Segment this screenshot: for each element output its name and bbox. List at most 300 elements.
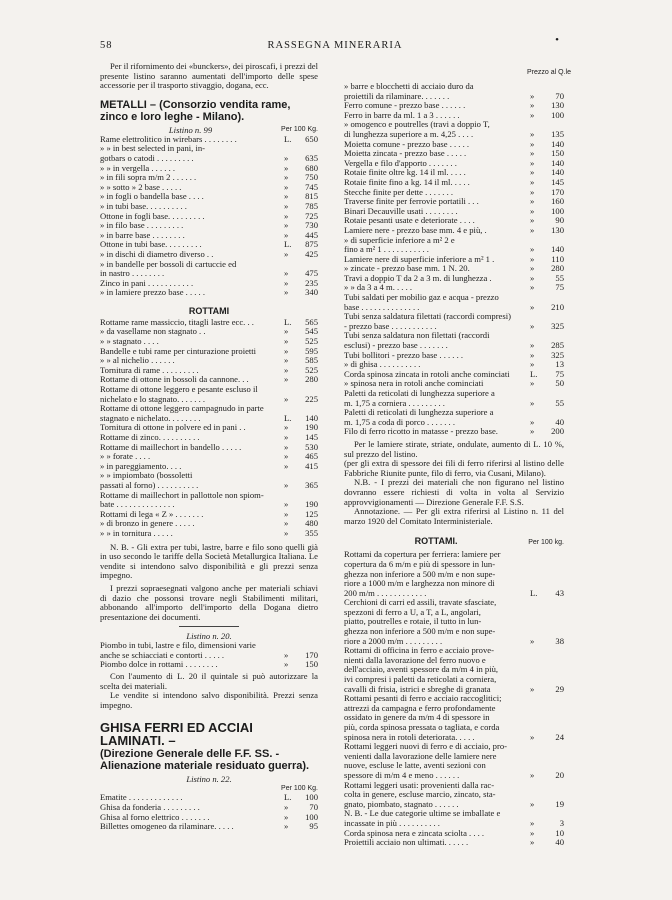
currency-mark: » xyxy=(284,394,289,404)
item-description: spinosa nera in rotoli deteriorata. . . . . xyxy=(344,732,475,742)
item-description: in nastro . . . . . . . . xyxy=(100,269,165,279)
item-price: 75 xyxy=(555,369,564,379)
item-description: ghezza non inferiore a 500 m/m e non supe- xyxy=(344,627,496,637)
currency-mark: » xyxy=(284,650,289,660)
item-description: Ghisa da fonderia . . . . . . . . . xyxy=(100,803,200,813)
currency-mark: » xyxy=(530,254,535,264)
price-row xyxy=(344,608,564,618)
price-row xyxy=(100,510,318,520)
item-description: Piombo dolce in rottami . . . . . . . . xyxy=(100,660,218,670)
item-description: Ematite . . . . . . . . . . . . . xyxy=(100,793,183,803)
running-header xyxy=(100,34,570,54)
currency-mark: L. xyxy=(284,793,292,803)
price-row xyxy=(100,375,318,385)
item-price: 100 xyxy=(551,110,564,120)
item-description: Ferro comune - prezzo base . . . . . . xyxy=(344,101,466,111)
price-row xyxy=(344,283,564,293)
item-price: 55 xyxy=(555,398,564,408)
price-row xyxy=(100,641,318,651)
currency-mark: » xyxy=(530,129,535,139)
price-row xyxy=(344,331,564,341)
currency-mark: » xyxy=(530,273,535,283)
currency-mark: » xyxy=(284,660,289,670)
currency-mark: » xyxy=(284,480,289,490)
item-description: » » in best selected in pani, in- xyxy=(100,144,206,154)
price-row xyxy=(100,231,318,241)
price-row xyxy=(344,226,564,236)
note-fili: (per gli extra di spessore dei fili di ferro riferirsi al listino delle Fabbriche Riunite punte, filo di ferro, via Cusani, Milano). xyxy=(344,458,564,478)
price-row xyxy=(344,130,564,140)
currency-mark: » xyxy=(284,153,289,163)
rottami-heading-right: ROTTAMI. xyxy=(414,536,458,547)
item-description: Rotaie finite oltre kg. 14 il ml. . . . . xyxy=(344,168,466,178)
item-price: 145 xyxy=(305,433,318,442)
item-description: di lunghezza superiore a m. 4,25 . . . . xyxy=(344,129,474,139)
currency-mark: » xyxy=(530,101,535,111)
currency-mark: » xyxy=(284,803,289,813)
price-row xyxy=(100,651,318,661)
price-row xyxy=(100,471,318,481)
item-description: base . . . . . . . . . . . . . . xyxy=(344,302,420,312)
item-description: » » impiombato (bossoletti xyxy=(100,471,193,481)
piombo-price-list xyxy=(100,641,318,670)
item-description: » zincate - prezzo base mm. 1 N. 20. xyxy=(344,264,470,274)
price-row xyxy=(100,135,318,145)
item-price: 525 xyxy=(305,365,318,375)
metalli-unit: Per 100 Kg. xyxy=(281,125,318,133)
currency-mark: » xyxy=(530,158,535,168)
metalli-listino: Listino n. 99 xyxy=(168,124,213,135)
price-row xyxy=(100,481,318,491)
item-description: riore a 1000 m/m e larghezza non minore di xyxy=(344,579,495,589)
item-price: 150 xyxy=(551,149,564,159)
item-description: » in pareggiamento. . . . xyxy=(100,461,182,471)
item-description: Stecche finite per dette . . . . . . . xyxy=(344,187,454,197)
price-row xyxy=(344,82,564,92)
item-description: Cerchioni di carri ed assili, travate sfasciate, xyxy=(344,598,497,608)
item-price: 325 xyxy=(551,350,564,360)
item-description: Paletti da reticolati di lunghezza superiore a xyxy=(344,389,495,398)
listino-20-line xyxy=(100,631,318,641)
item-price: 110 xyxy=(551,254,564,264)
item-description: Rottame di zinco. . . . . . . . . . xyxy=(100,433,200,442)
item-description: Ottone in fogli base. . . . . . . . . xyxy=(100,211,205,221)
item-price: 545 xyxy=(305,327,318,337)
price-row xyxy=(100,269,318,279)
item-description: Billettes omogeneo da rilaminare. . . . . xyxy=(100,822,234,832)
item-description: » in tubi base. . . . . . . . . . xyxy=(100,201,187,211)
currency-mark: » xyxy=(530,245,535,255)
item-description: Rottame di ottone leggero e pesante escluso il xyxy=(100,385,258,395)
currency-mark: L. xyxy=(284,317,292,327)
currency-mark: » xyxy=(284,423,289,433)
item-description: ghezza non inferiore a 500 m/m e non supe- xyxy=(344,569,496,579)
item-price: 585 xyxy=(305,356,318,366)
ghisa-title: GHISA FERRI ED ACCIAI LAMINATI. – xyxy=(100,720,253,749)
item-description: venienti dalla lavorazione delle lamiere nere xyxy=(344,751,497,761)
item-price: 525 xyxy=(305,337,318,347)
right-column xyxy=(344,82,564,848)
item-price: 280 xyxy=(305,375,318,385)
price-row xyxy=(100,221,318,231)
item-price: 100 xyxy=(305,793,318,803)
page-number: 58 xyxy=(100,40,113,51)
journal-title: RASSEGNA MINERARIA xyxy=(267,40,403,51)
price-row xyxy=(344,341,564,351)
item-price: 135 xyxy=(551,129,564,139)
currency-mark: » xyxy=(530,684,535,694)
note-annotazione: Annotazione. — Per gli extra riferirsi al Listino n. 11 del marzo 1920 del Comitato Interministeriale. xyxy=(344,506,564,526)
item-description: Corda spinosa nera e zincata sciolta . . . . xyxy=(344,828,485,838)
currency-mark: » xyxy=(530,302,535,312)
item-price: 415 xyxy=(305,461,318,471)
currency-mark: » xyxy=(284,528,289,538)
item-description: » in fogli o bandella base . . . . xyxy=(100,192,204,202)
item-description: Filo di ferro ricotto in matasse - prezzo base. xyxy=(344,427,498,437)
item-price: 70 xyxy=(555,91,564,101)
item-description: spezzoni di ferro a U, a T, a L, angolari, xyxy=(344,607,481,617)
item-price: 75 xyxy=(555,283,564,293)
item-price: 170 xyxy=(305,650,318,660)
item-description: » in dischi di diametro diverso . . xyxy=(100,249,214,259)
item-price: 40 xyxy=(555,417,564,427)
item-description: Rottame di maillechort in bandello . . . . . xyxy=(100,442,242,452)
price-row xyxy=(344,752,564,762)
item-description: Lamiere nere - prezzo base mm. 4 e più, . xyxy=(344,225,487,235)
item-description: Paletti di reticolati di lunghezza superiore a xyxy=(344,408,494,418)
price-row xyxy=(344,570,564,580)
currency-mark: » xyxy=(530,417,535,427)
price-row xyxy=(100,154,318,164)
price-row xyxy=(100,366,318,376)
item-description: anche se schiacciati e contorti . . . . . xyxy=(100,650,225,660)
price-row xyxy=(100,144,318,154)
currency-mark: » xyxy=(530,350,535,360)
price-row xyxy=(344,216,564,226)
currency-mark: » xyxy=(284,452,289,462)
price-row xyxy=(344,829,564,839)
item-price: 43 xyxy=(555,588,564,598)
price-row xyxy=(100,279,318,289)
item-description: copertura da 6 m/m e più di spessore in lun- xyxy=(344,559,496,569)
price-row xyxy=(100,404,318,414)
price-row xyxy=(344,838,564,848)
item-description: Ferro in barre da ml. 1 a 3 . . . . . . xyxy=(344,110,460,120)
price-row xyxy=(344,379,564,389)
price-row xyxy=(344,637,564,647)
item-price: 130 xyxy=(551,225,564,235)
price-row xyxy=(344,101,564,111)
currency-mark: L. xyxy=(530,588,538,598)
item-description: Tornitura di rame . . . . . . . . . xyxy=(100,365,199,375)
note-nb: N.B. - I prezzi dei materiali che non figurano nel listino dovranno essere richiesti di volta in volta al Servizio approvvigionamenti — Direzione Generale F.F. S.S. xyxy=(344,477,564,507)
metalli-listino-line xyxy=(100,125,318,135)
item-price: 140 xyxy=(305,413,318,423)
currency-mark: » xyxy=(284,365,289,375)
price-row xyxy=(344,188,564,198)
rottami-price-list-right xyxy=(344,550,564,847)
item-description: piatto, poutrelles e rotaie, il tutto in lun- xyxy=(344,617,482,627)
currency-mark: » xyxy=(530,828,535,838)
item-description: Tubi bollitori - prezzo base . . . . . . xyxy=(344,350,464,360)
item-description: » » stagnato . . . . xyxy=(100,337,159,347)
price-row xyxy=(344,399,564,409)
price-row xyxy=(344,685,564,695)
item-description: nienti dalla lavorazione del ferro nuovo e xyxy=(344,655,486,665)
currency-mark: » xyxy=(284,822,289,832)
item-price: 445 xyxy=(305,230,318,240)
item-price: 355 xyxy=(305,528,318,538)
item-description: colta in genere, escluse marcio, zincato, sta- xyxy=(344,790,496,800)
item-price: 140 xyxy=(551,168,564,178)
item-description: m. 1,75 a coda di porco . . . . . . . xyxy=(344,417,455,427)
currency-mark: » xyxy=(284,288,289,298)
item-description: » in lamiere prezzo base . . . . . xyxy=(100,288,205,298)
item-description: » » da 3 a 4 m. . . . . xyxy=(344,283,413,293)
currency-mark: » xyxy=(530,91,535,101)
item-description: Piombo in tubi, lastre e filo, dimensioni varie xyxy=(100,641,256,651)
item-price: 150 xyxy=(305,660,318,670)
currency-mark: L. xyxy=(530,369,538,379)
price-row xyxy=(344,351,564,361)
item-price: 125 xyxy=(305,509,318,519)
item-description: 200 m/m . . . . . . . . . . . . xyxy=(344,588,427,598)
ferri-price-list xyxy=(344,82,564,437)
item-price: 13 xyxy=(555,360,564,370)
item-price: 280 xyxy=(551,264,564,274)
item-price: 480 xyxy=(305,519,318,529)
price-row xyxy=(344,646,564,656)
item-description: proiettili da rilaminare. . . . . . . xyxy=(344,91,450,101)
price-row xyxy=(100,173,318,183)
item-price: 565 xyxy=(305,317,318,327)
price-row xyxy=(344,723,564,733)
currency-mark: » xyxy=(284,346,289,356)
item-description: ivi compresi i paletti da reticolati a corniera, xyxy=(344,675,497,685)
item-description: Bandelle e tubi rame per cinturazione proietti xyxy=(100,346,257,356)
price-row xyxy=(100,519,318,529)
item-price: 425 xyxy=(305,249,318,259)
item-price: 50 xyxy=(555,379,564,389)
rottami-unit-right: Per 100 kg. xyxy=(528,539,564,547)
currency-mark: » xyxy=(284,461,289,471)
item-price: 24 xyxy=(555,732,564,742)
price-row xyxy=(344,312,564,322)
listino-22-line xyxy=(100,774,318,784)
price-row xyxy=(344,207,564,217)
item-price: 40 xyxy=(555,838,564,848)
item-price: 29 xyxy=(555,684,564,694)
item-description: dell'acciaio, aventi spessore da m/m 4 in più, xyxy=(344,665,499,675)
price-row xyxy=(100,260,318,270)
price-row xyxy=(344,742,564,752)
item-description: » barre e blocchetti di acciaio duro da xyxy=(344,82,474,91)
item-description: N. B. - Le due categorie ultime se imballate e xyxy=(344,809,501,819)
price-row xyxy=(100,529,318,539)
item-description: Proiettili acciaio non ultimati. . . . . . xyxy=(344,838,469,848)
item-description: fino a m² 1 . . . . . . . . . . . xyxy=(344,245,429,255)
currency-mark: » xyxy=(284,163,289,173)
item-price: 10 xyxy=(555,828,564,838)
item-description: » di bronzo in genere . . . . . xyxy=(100,519,195,529)
price-row xyxy=(344,781,564,791)
price-row xyxy=(344,761,564,771)
item-price: 190 xyxy=(305,423,318,433)
currency-mark: » xyxy=(530,264,535,274)
item-description: » » al nichelio . . . . . . xyxy=(100,356,175,366)
note-lamiere: Per le lamiere stirate, striate, ondulate, aumento di L. 10 %, sul prezzo del listino. xyxy=(344,438,564,459)
currency-mark: » xyxy=(284,221,289,231)
item-price: 19 xyxy=(555,799,564,809)
item-description: Rottame di ottone leggero campagnudo in parte xyxy=(100,404,264,414)
item-price: 200 xyxy=(551,427,564,437)
item-description: attrezzi da campagna e ferro profondamente xyxy=(344,703,496,713)
item-price: 95 xyxy=(309,822,318,832)
item-description: Zinco in pani . . . . . . . . . . . xyxy=(100,278,194,288)
price-row xyxy=(344,550,564,560)
price-row xyxy=(344,178,564,188)
item-description: Moietta comune - prezzo base . . . . . xyxy=(344,139,470,149)
currency-mark: » xyxy=(284,433,289,442)
currency-mark: » xyxy=(530,818,535,828)
listino-20: Listino n. 20. xyxy=(186,631,232,642)
item-description: esclusi) - prezzo base . . . . . . . xyxy=(344,341,448,351)
price-row xyxy=(100,813,318,823)
item-description: Tubi senza saldatura non filettati (raccordi xyxy=(344,331,490,341)
item-price: 595 xyxy=(305,346,318,356)
item-price: 55 xyxy=(555,273,564,283)
item-description: cavalli di frisia, istrici e sbreghe di granata xyxy=(344,684,491,694)
item-price: 3 xyxy=(559,818,564,828)
item-description: » da vasellame non stagnato . . xyxy=(100,327,206,337)
price-row xyxy=(344,197,564,207)
price-row xyxy=(344,255,564,265)
item-price: 20 xyxy=(555,770,564,780)
item-description: » in filo base . . . . . . . . . xyxy=(100,221,184,231)
currency-mark: » xyxy=(530,341,535,351)
price-row xyxy=(100,423,318,433)
item-price: 90 xyxy=(555,216,564,226)
item-description: gnato, piombato, stagnato . . . . . . xyxy=(344,799,459,809)
item-description: » » forate . . . . xyxy=(100,452,151,462)
item-description: Rame elettrolitico in wirebars . . . . . . . . xyxy=(100,134,237,144)
currency-mark: » xyxy=(530,398,535,408)
price-row xyxy=(344,418,564,428)
currency-mark: » xyxy=(530,206,535,216)
item-price: 100 xyxy=(305,812,318,822)
item-price: 225 xyxy=(305,394,318,404)
item-description: Travi a doppio T da 2 a 3 m. di lunghezza . xyxy=(344,273,492,283)
price-row xyxy=(100,202,318,212)
item-description: incassate in più . . . . . . . . . . xyxy=(344,818,440,828)
item-description: Tubi saldati per mobilio gaz e acqua - prezzo xyxy=(344,293,499,303)
item-description: Rottame di maillechort in pallottole non spiom- xyxy=(100,490,264,500)
item-description: spessore di m/m 4 e meno . . . . . . xyxy=(344,770,460,780)
price-row xyxy=(344,427,564,437)
currency-mark: » xyxy=(284,278,289,288)
currency-mark: » xyxy=(284,500,289,510)
currency-mark: » xyxy=(530,636,535,646)
item-price: 38 xyxy=(555,636,564,646)
item-price: 70 xyxy=(309,803,318,813)
price-row xyxy=(100,793,318,803)
rottami-heading-left: ROTTAMI xyxy=(188,305,230,316)
item-description: riore a 2000 m/m . . . . . . . . . xyxy=(344,636,443,646)
price-row xyxy=(344,579,564,589)
price-row xyxy=(100,337,318,347)
item-price: 745 xyxy=(305,182,318,192)
item-price: 140 xyxy=(551,139,564,149)
item-price: 140 xyxy=(551,158,564,168)
price-row xyxy=(344,408,564,418)
item-price: 145 xyxy=(551,177,564,187)
item-description: Tornitura di ottone in polvere ed in pani . . xyxy=(100,423,246,433)
item-description: » in fili sopra m/m 2 . . . . . . xyxy=(100,173,197,183)
price-row xyxy=(344,168,564,178)
price-row xyxy=(344,293,564,303)
item-price: 465 xyxy=(305,452,318,462)
item-price: 750 xyxy=(305,173,318,183)
price-row xyxy=(344,598,564,608)
item-price: 210 xyxy=(551,302,564,312)
price-row xyxy=(344,656,564,666)
currency-mark: » xyxy=(530,149,535,159)
currency-mark: » xyxy=(530,110,535,120)
price-row xyxy=(100,433,318,443)
item-price: 190 xyxy=(305,500,318,510)
currency-mark: » xyxy=(284,249,289,259)
currency-mark: » xyxy=(284,230,289,240)
item-price: 530 xyxy=(305,442,318,452)
price-row xyxy=(344,675,564,685)
currency-mark: » xyxy=(284,812,289,822)
price-row xyxy=(344,627,564,637)
item-price: 100 xyxy=(551,206,564,216)
price-row xyxy=(344,389,564,399)
price-row xyxy=(344,800,564,810)
item-description: » in barre base . . . . . . . . xyxy=(100,230,185,240)
price-row xyxy=(344,370,564,380)
price-row xyxy=(100,660,318,670)
item-price: 475 xyxy=(305,269,318,279)
price-row xyxy=(344,589,564,599)
currency-mark: » xyxy=(284,337,289,347)
item-description: - prezzo base . . . . . . . . . . . xyxy=(344,321,437,331)
piombo-note-2: Le vendite si intendono salvo disponibilità. Prezzi senza impegno. xyxy=(100,690,318,710)
item-price: 650 xyxy=(305,134,318,144)
item-description: Rottami leggeri nuovi di ferro e di acciaio, pro- xyxy=(344,742,507,752)
item-price: 815 xyxy=(305,192,318,202)
item-description: passati al forno) . . . . . . . . . . xyxy=(100,480,199,490)
currency-mark: » xyxy=(530,216,535,226)
price-row xyxy=(100,192,318,202)
price-row xyxy=(344,713,564,723)
price-row xyxy=(100,452,318,462)
item-description: Ghisa al forno elettrico . . . . . . . xyxy=(100,812,210,822)
item-description: Corda spinosa zincata in rotoli anche cominciati xyxy=(344,369,510,379)
item-price: 365 xyxy=(305,480,318,490)
currency-mark: » xyxy=(530,838,535,848)
price-row xyxy=(344,264,564,274)
price-row xyxy=(100,250,318,260)
price-row xyxy=(344,245,564,255)
item-description: » » in tornitura . . . . . xyxy=(100,528,173,538)
currency-mark: » xyxy=(284,192,289,202)
item-description: Rotaie pesanti usate e deteriorate . . . . xyxy=(344,216,475,226)
price-row xyxy=(100,822,318,832)
price-row xyxy=(344,809,564,819)
listino-22: Listino n. 22. xyxy=(186,774,232,785)
